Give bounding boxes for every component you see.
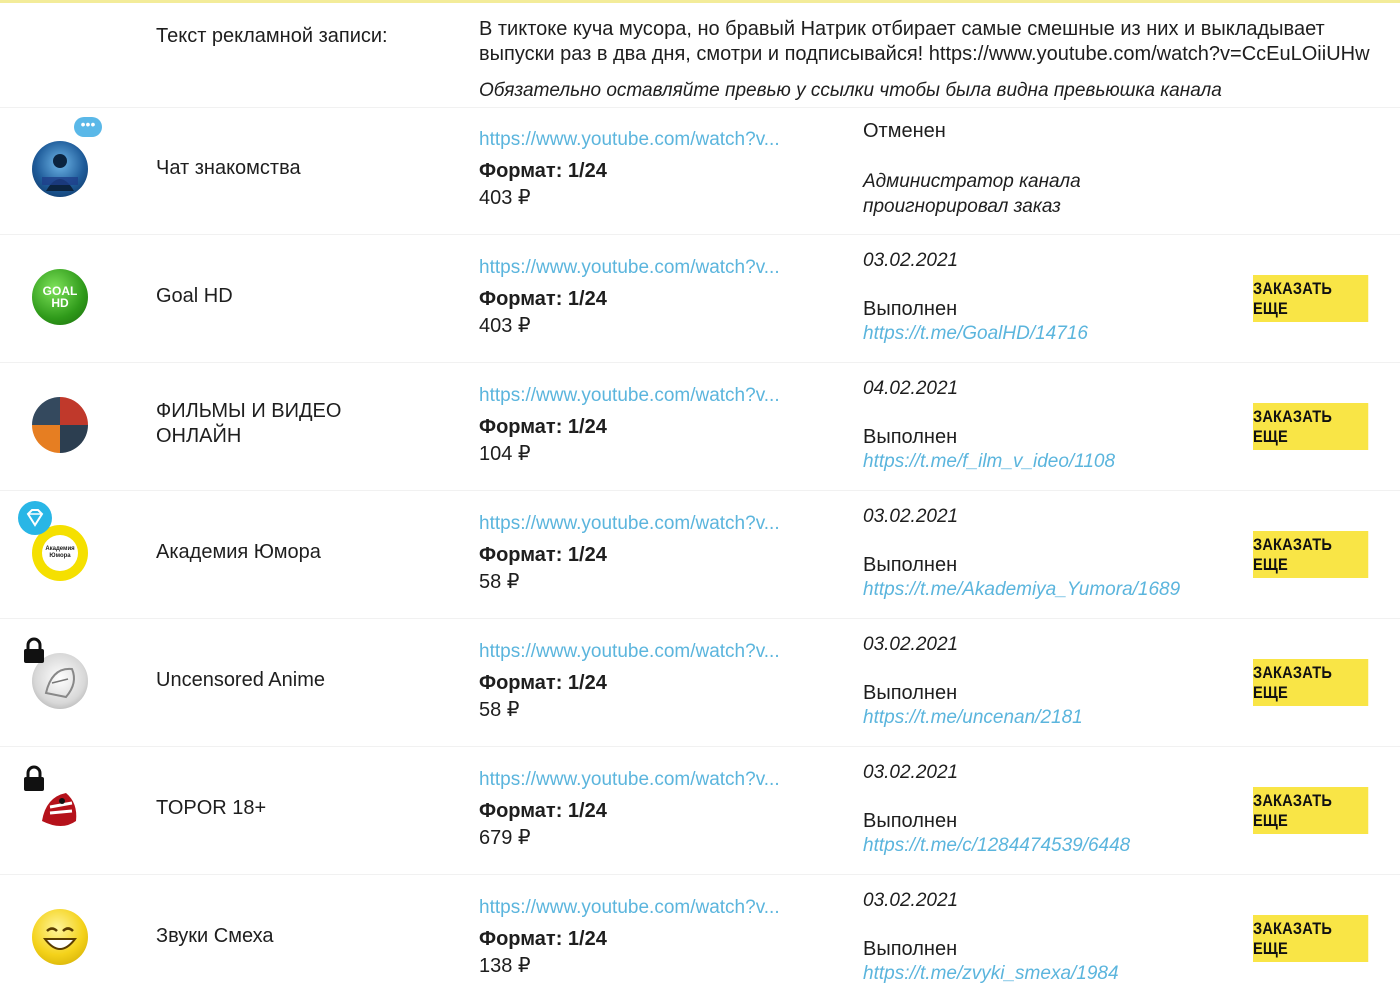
order-again-label: ЗАКАЗАТЬ ЕЩЕ [1253, 918, 1333, 958]
price: 679 ₽ [479, 827, 531, 849]
order-date: 03.02.2021 [863, 762, 959, 783]
format [479, 288, 607, 311]
post-link[interactable]: https://t.me/Akademiya_Yumora/1689 [863, 579, 1181, 600]
order-date: 04.02.2021 [863, 378, 959, 399]
format-label: Формат: [479, 416, 563, 438]
channel-name[interactable]: TOPOR 18+ [156, 797, 267, 819]
order-date: 03.02.2021 [863, 506, 959, 527]
channel-avatar[interactable] [18, 895, 108, 985]
channel-avatar[interactable] [18, 639, 108, 729]
post-link[interactable]: https://t.me/GoalHD/14716 [863, 323, 1088, 344]
format-value: 1/24 [567, 672, 607, 694]
avatar-image [32, 269, 88, 325]
format-label: Формат: [479, 288, 563, 310]
avatar-text: GOAL HD [42, 284, 78, 310]
order-status: Выполнен [863, 554, 958, 576]
avatar-image [32, 141, 88, 197]
order-date: 03.02.2021 [863, 250, 959, 271]
format-value: 1/24 [567, 416, 607, 438]
channel-avatar[interactable] [18, 383, 108, 473]
format-value: 1/24 [567, 544, 607, 566]
avatar-image [32, 397, 88, 453]
ad-preview-note: Обязательно оставляйте превью у ссылки чтобы была видна превьюшка канала [479, 80, 1222, 101]
order-status: Выполнен [863, 426, 958, 448]
video-link[interactable]: https://www.youtube.com/watch?v... [479, 513, 780, 534]
channel-avatar[interactable] [18, 255, 108, 345]
price: 58 ₽ [479, 571, 520, 593]
order-status: Выполнен [863, 938, 958, 960]
order-date: 03.02.2021 [863, 890, 959, 911]
order-status: Выполнен [863, 682, 958, 704]
order-row [0, 235, 1400, 363]
order-again-label: ЗАКАЗАТЬ ЕЩЕ [1253, 278, 1333, 318]
post-link[interactable]: https://t.me/uncenan/2181 [863, 707, 1083, 728]
video-link[interactable]: https://www.youtube.com/watch?v... [479, 385, 780, 406]
lock-icon [22, 637, 46, 665]
format-label: Формат: [479, 672, 563, 694]
order-again-button[interactable] [1253, 659, 1368, 706]
channel-name[interactable]: Goal HD [156, 285, 233, 307]
format-value: 1/24 [567, 160, 607, 182]
order-again-button[interactable] [1253, 787, 1368, 834]
ad-text-body: В тиктоке куча мусора, но бравый Натрик отбирает самые смешные из них и выкладывает выпуски раз в два дня, смотри и подписывайся! https://www.youtube.com/watch?v=CcEuLOiiUHw [479, 18, 1370, 65]
order-row [0, 491, 1400, 619]
video-link[interactable]: https://www.youtube.com/watch?v... [479, 769, 780, 790]
ad-text-label: Текст рекламной записи: [156, 25, 388, 47]
avatar-image [32, 909, 88, 965]
ad-text-row [0, 3, 1400, 108]
order-row [0, 747, 1400, 875]
format [479, 544, 607, 567]
channel-avatar[interactable] [18, 116, 108, 217]
order-row [0, 363, 1400, 491]
format-label: Формат: [479, 544, 563, 566]
price: 403 ₽ [479, 315, 531, 337]
order-again-label: ЗАКАЗАТЬ ЕЩЕ [1253, 534, 1333, 574]
person-icon [32, 141, 88, 197]
order-date: 03.02.2021 [863, 634, 959, 655]
format [479, 416, 607, 439]
order-row [0, 107, 1400, 235]
post-link[interactable]: https://t.me/f_ilm_v_ideo/1108 [863, 451, 1116, 472]
price: 138 ₽ [479, 955, 531, 977]
order-status: Выполнен [863, 298, 958, 320]
format-value: 1/24 [567, 928, 607, 950]
format [479, 672, 607, 695]
channel-avatar[interactable] [18, 767, 108, 857]
order-again-button[interactable] [1253, 275, 1368, 322]
order-again-button[interactable] [1253, 531, 1368, 578]
order-again-button[interactable] [1253, 915, 1368, 962]
format-label: Формат: [479, 160, 563, 182]
post-link[interactable]: https://t.me/zvyki_smexa/1984 [863, 963, 1119, 984]
channel-name[interactable]: Uncensored Anime [156, 669, 325, 691]
order-again-label: ЗАКАЗАТЬ ЕЩЕ [1253, 406, 1333, 446]
format [479, 928, 607, 951]
format-label: Формат: [479, 928, 563, 950]
avatar-text: Академия Юмора [45, 546, 75, 559]
order-row [0, 619, 1400, 747]
channel-avatar[interactable] [18, 511, 108, 601]
format-value: 1/24 [567, 288, 607, 310]
video-link[interactable]: https://www.youtube.com/watch?v... [479, 257, 780, 278]
price: 104 ₽ [479, 443, 531, 465]
order-again-label: ЗАКАЗАТЬ ЕЩЕ [1253, 790, 1333, 830]
video-link[interactable]: https://www.youtube.com/watch?v... [479, 897, 780, 918]
price: 58 ₽ [479, 699, 520, 721]
lock-icon [22, 765, 46, 793]
chat-bubble-icon: ••• [74, 117, 102, 137]
cancel-reason: Администратор канала проигнорировал заказ [863, 171, 1081, 217]
format [479, 160, 607, 183]
order-again-label: ЗАКАЗАТЬ ЕЩЕ [1253, 662, 1333, 702]
format-label: Формат: [479, 800, 563, 822]
format [479, 800, 607, 823]
channel-name[interactable]: Звуки Смеха [156, 925, 274, 947]
video-link[interactable]: https://www.youtube.com/watch?v... [479, 129, 780, 150]
order-status: Выполнен [863, 810, 958, 832]
order-status: Отменен [863, 120, 946, 142]
channel-name[interactable]: Академия Юмора [156, 541, 321, 563]
channel-name[interactable]: Чат знакомства [156, 157, 301, 179]
post-link[interactable]: https://t.me/c/1284474539/6448 [863, 835, 1131, 856]
price: 403 ₽ [479, 187, 531, 209]
diamond-badge-icon [18, 501, 52, 535]
order-again-button[interactable] [1253, 403, 1368, 450]
channel-name[interactable]: ФИЛЬМЫ И ВИДЕО ОНЛАЙН [156, 400, 342, 447]
order-row [0, 875, 1400, 998]
format-value: 1/24 [567, 800, 607, 822]
laughing-face-icon [32, 909, 88, 965]
video-link[interactable]: https://www.youtube.com/watch?v... [479, 641, 780, 662]
